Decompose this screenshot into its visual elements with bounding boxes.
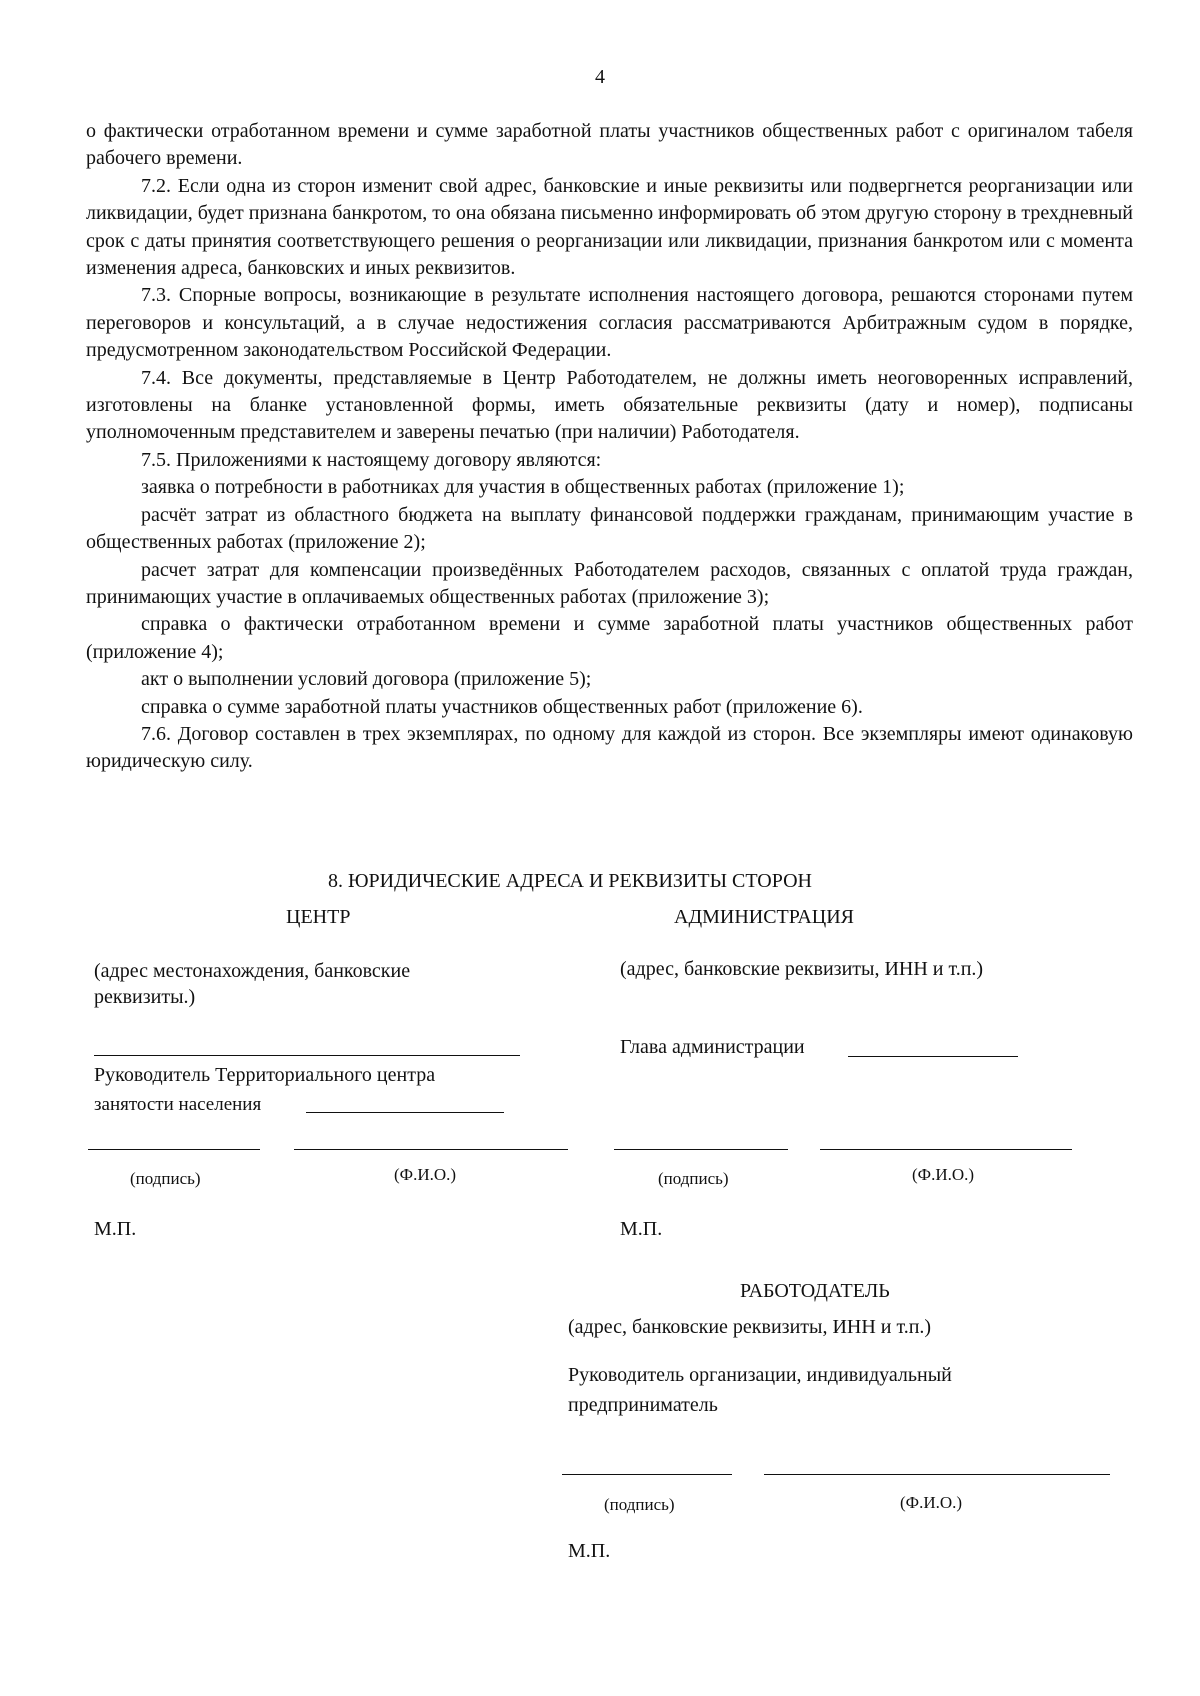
employer-name-line xyxy=(764,1474,1110,1475)
center-signature-label: (подпись) xyxy=(130,1169,201,1188)
center-head-title: Руководитель Территориального центра xyxy=(94,1064,436,1086)
appendix-6-item: справка о сумме заработной платы участников общественных работ (приложение 6). xyxy=(141,695,863,718)
contract-body xyxy=(86,118,1133,776)
administration-name-label: (Ф.И.О.) xyxy=(912,1165,975,1184)
administration-heading: АДМИНИСТРАЦИЯ xyxy=(674,906,854,928)
employer-signature-label: (подпись) xyxy=(604,1495,675,1514)
employer-head-title: Руководитель организации, индивидуальный xyxy=(568,1364,952,1386)
employer-heading: РАБОТОДАТЕЛЬ xyxy=(740,1280,890,1302)
center-name-label: (Ф.И.О.) xyxy=(394,1165,457,1184)
appendix-3-item: расчет затрат для компенсации произведённых Работодателем расходов, связанных с оплатой труда граждан, принимающих участие в оплачиваемых общественных работах (приложение 3); xyxy=(86,558,1133,608)
center-signature-line xyxy=(88,1149,260,1150)
page-number: 4 xyxy=(595,66,605,88)
center-head-line2: занятости населения xyxy=(94,1094,262,1115)
paragraph-7-3: 7.3. Спорные вопросы, возникающие в результате исполнения настоящего договора, решаются сторонами путем переговоров и консультаций, а в случае недостижения согласия рассматриваются Арбитражным судом в порядке, предусмотренном законодательством Российской Федерации. xyxy=(86,284,1133,362)
employer-address: (адрес, банковские реквизиты, ИНН и т.п.) xyxy=(568,1316,932,1338)
employer-stamp: М.П. xyxy=(568,1540,611,1562)
center-name-line xyxy=(294,1149,568,1150)
section-8-title: 8. ЮРИДИЧЕСКИЕ АДРЕСА И РЕКВИЗИТЫ СТОРОН xyxy=(328,870,812,892)
employer-signature-line xyxy=(562,1474,732,1475)
paragraph-7-6: 7.6. Договор составлен в трех экземплярах, по одному для каждой из сторон. Все экземпляры имеют одинаковую юридическую силу. xyxy=(86,722,1133,773)
paragraph-7-4: 7.4. Все документы, представляемые в Центр Работодателем, не должны иметь неоговоренных исправлений, изготовлены на бланке установленной формы, иметь обязательные реквизиты (дату и номер), подписаны уполномоченным представителем и заверены печатью (при наличии) Работодателя. xyxy=(86,366,1133,444)
appendix-1-item: заявка о потребности в работниках для участия в общественных работах (приложение 1); xyxy=(141,476,905,499)
administration-name-line xyxy=(820,1149,1072,1150)
administration-signature-label: (подпись) xyxy=(658,1169,729,1188)
center-address: (адрес местонахождения, банковские реквизиты.) xyxy=(94,960,411,1008)
center-heading: ЦЕНТР xyxy=(286,906,351,928)
center-stamp: М.П. xyxy=(94,1218,137,1240)
paragraph-7-1-continuation: о фактически отработанном времени и сумме заработной платы участников общественных работ с оригиналом табеля рабочего времени. xyxy=(86,120,1133,170)
center-address-line xyxy=(94,1055,520,1056)
administration-signature-line xyxy=(614,1149,788,1150)
paragraph-7-2: 7.2. Если одна из сторон изменит свой адрес, банковские и иные реквизиты или подвергнется реорганизации или ликвидации, будет признана банкротом, то она обязана письменно информировать об этом другую сторону в трехдневный срок с даты принятия соответствующего решения о реорганизации или ликвидации, признания банкротом или с момента изменения адреса, банковских и иных реквизитов. xyxy=(86,174,1133,280)
employer-head-subtitle: предприниматель xyxy=(568,1394,718,1416)
center-head-subtitle xyxy=(94,1092,261,1118)
administration-head-title: Глава администрации xyxy=(620,1036,805,1058)
appendix-4-item: справка о фактически отработанном времени и сумме заработной платы участников общественных работ (приложение 4); xyxy=(86,613,1133,663)
employer-name-label: (Ф.И.О.) xyxy=(900,1493,963,1512)
administration-address: (адрес, банковские реквизиты, ИНН и т.п.) xyxy=(620,958,984,980)
paragraph-7-5: 7.5. Приложениями к настоящему договору являются: xyxy=(141,448,602,471)
appendix-5-item: акт о выполнении условий договора (приложение 5); xyxy=(141,668,592,691)
administration-head-name-line xyxy=(848,1056,1018,1057)
center-head-name-line xyxy=(306,1112,504,1113)
appendix-2-item: расчёт затрат из областного бюджета на выплату финансовой поддержки гражданам, принимающим участие в общественных работах (приложение 2); xyxy=(86,503,1133,554)
administration-stamp: М.П. xyxy=(620,1218,663,1240)
